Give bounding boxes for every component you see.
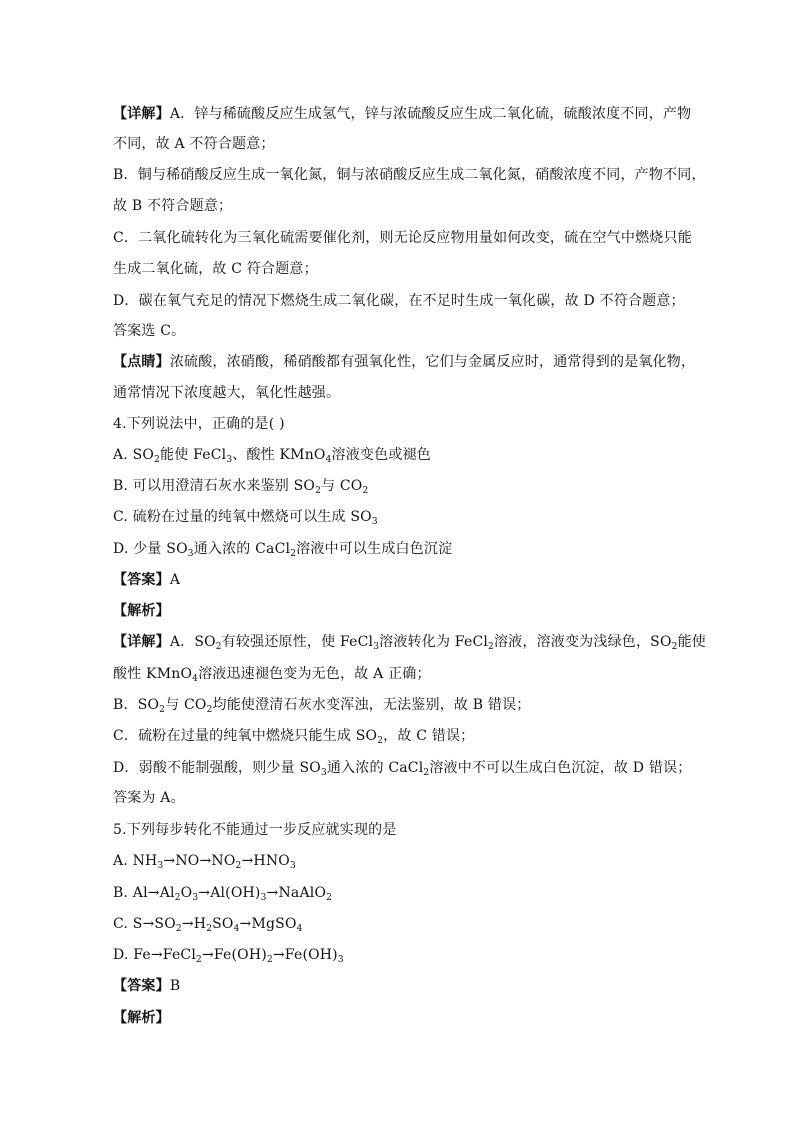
- text-segment: B．SO: [113, 697, 160, 713]
- text-segment: 、酸性 KMnO: [232, 447, 326, 463]
- text-line: [113, 726, 693, 746]
- text-segment: D. 少量 SO: [113, 541, 188, 557]
- text-segment: 溶液迅速褪色变为无色，故 A 正确；: [198, 666, 431, 682]
- text-line: [113, 788, 693, 808]
- subscript: 2: [206, 705, 213, 715]
- subscript: 2: [423, 768, 430, 778]
- text-line: [113, 570, 693, 590]
- text-segment: 4.下列说法中，正确的是( ): [113, 416, 285, 432]
- subscript: 2: [196, 955, 202, 965]
- subscript: 2: [290, 549, 297, 559]
- text-line: [113, 445, 693, 465]
- text-segment: 答案选 C。: [113, 323, 186, 339]
- text-segment: 浓硫酸，浓硝酸，稀硝酸都有强氧化性，它们与金属反应时，通常得到的是氧化物，: [169, 354, 696, 370]
- text-line: [113, 914, 693, 934]
- text-segment: C．硫粉在过量的纯氧中燃烧只能生成 SO: [113, 728, 378, 744]
- text-line: [113, 758, 693, 778]
- section-label: 【解析】: [113, 1010, 170, 1026]
- text-segment: 不同，故 A 不符合题意；: [113, 136, 275, 152]
- text-segment: SO: [212, 916, 234, 932]
- subscript: 3: [320, 768, 327, 778]
- text-segment: B. Al→Al: [113, 885, 175, 901]
- subscript: 2: [326, 893, 333, 903]
- text-segment: 生成二氧化硫，故 C 符合题意；: [113, 261, 318, 277]
- text-segment: →NO→NO: [163, 853, 236, 869]
- subscript: 2: [215, 642, 222, 652]
- subscript: 2: [671, 642, 678, 652]
- text-segment: 通常情况下浓度越大，氧化性越强。: [113, 385, 341, 401]
- subscript: 4: [296, 924, 303, 934]
- text-segment: O: [180, 885, 193, 901]
- text-segment: →MgSO: [239, 916, 297, 932]
- text-segment: 通入浓的 CaCl: [193, 541, 291, 557]
- text-segment: C. S→SO: [113, 916, 176, 932]
- text-segment: A．SO: [169, 634, 216, 650]
- subscript: 4: [192, 674, 199, 684]
- subscript: 2: [154, 455, 161, 465]
- text-segment: A. NH: [113, 853, 158, 869]
- text-line: [113, 601, 693, 621]
- section-label: 【详解】: [113, 634, 170, 650]
- text-segment: 均能使澄清石灰水变浑浊，无法鉴别，故 B 错误；: [212, 697, 531, 713]
- text-segment: D．弱酸不能制强酸，则少量 SO: [113, 760, 321, 776]
- text-line: [113, 820, 693, 840]
- text-segment: C．二氧化硫转化为三氧化硫需要催化剂，则无论反应物用量如何改变，硫在空气中燃烧只能: [113, 230, 692, 246]
- text-line: [113, 664, 693, 684]
- text-line: [113, 883, 693, 903]
- text-segment: D. Fe→FeCl: [113, 947, 197, 963]
- text-segment: 酸性 KMnO: [113, 666, 193, 682]
- subscript: 2: [175, 924, 182, 934]
- subscript: 2: [377, 736, 384, 746]
- subscript: 3: [157, 861, 164, 871]
- text-segment: A. SO: [113, 447, 155, 463]
- text-line: [113, 104, 693, 124]
- text-segment: ，故 C 错误；: [383, 728, 475, 744]
- section-label: 【答案】: [113, 572, 170, 588]
- subscript: 2: [159, 705, 166, 715]
- subscript: 2: [206, 924, 213, 934]
- text-line: [113, 196, 693, 216]
- section-label: 【详解】: [113, 106, 170, 122]
- text-segment: 溶液中可以生成白色沉淀: [296, 541, 453, 557]
- text-line: [113, 383, 693, 403]
- subscript: 3: [289, 861, 296, 871]
- text-line: [113, 414, 693, 434]
- subscript: 3: [192, 893, 199, 903]
- text-segment: B: [169, 978, 181, 994]
- text-segment: →Fe(OH): [272, 947, 338, 963]
- text-segment: A．锌与稀硫酸反应生成氢气，锌与浓硫酸反应生成二氧化硫，硫酸浓度不同，产物: [169, 106, 692, 122]
- subscript: 3: [187, 549, 194, 559]
- section-label: 【答案】: [113, 978, 170, 994]
- subscript: 3: [337, 955, 344, 965]
- section-label: 【点睛】: [113, 354, 170, 370]
- text-segment: A: [169, 572, 181, 588]
- text-segment: 故 B 不符合题意；: [113, 198, 233, 214]
- text-line: [113, 695, 693, 715]
- subscript: 2: [315, 486, 322, 496]
- text-segment: 溶液转化为 FeCl: [379, 634, 489, 650]
- subscript: 4: [233, 924, 240, 934]
- text-segment: 能使: [677, 634, 706, 650]
- text-line: [113, 507, 693, 527]
- section-label: 【解析】: [113, 603, 170, 619]
- subscript: 2: [235, 861, 242, 871]
- subscript: 3: [371, 517, 378, 527]
- subscript: 2: [488, 642, 494, 652]
- text-segment: B．铜与稀硝酸反应生成一氧化氮，铜与浓硝酸反应生成二氧化氮，硝酸浓度不同，产物不同，: [113, 167, 706, 183]
- text-line: [113, 539, 693, 559]
- text-segment: →Fe(OH): [201, 947, 267, 963]
- subscript: 3: [260, 893, 267, 903]
- subscript: 3: [226, 455, 233, 465]
- subscript: 2: [174, 893, 181, 903]
- text-line: [113, 165, 706, 185]
- text-segment: 溶液中不可以生成白色沉淀，故 D 错误；: [429, 760, 692, 776]
- text-line: [113, 321, 693, 341]
- text-segment: →HNO: [241, 853, 290, 869]
- subscript: 2: [362, 486, 369, 496]
- text-segment: →NaAlO: [266, 885, 327, 901]
- text-segment: 答案为 A。: [113, 790, 185, 806]
- text-line: [113, 945, 693, 965]
- text-segment: 溶液，溶液变为浅绿色，SO: [493, 634, 672, 650]
- text-segment: C. 硫粉在过量的纯氧中燃烧可以生成 SO: [113, 509, 372, 525]
- text-segment: 溶液变色或褪色: [331, 447, 431, 463]
- text-line: [113, 259, 693, 279]
- text-segment: 通入浓的 CaCl: [326, 760, 424, 776]
- text-line: [113, 1008, 693, 1028]
- text-segment: 5.下列每步转化不能通过一步反应就实现的是: [113, 822, 397, 838]
- text-line: [113, 976, 693, 996]
- subscript: 3: [373, 642, 380, 652]
- text-line: [113, 291, 693, 311]
- text-line: [113, 134, 693, 154]
- text-segment: 与 CO: [165, 697, 207, 713]
- text-line: [113, 476, 693, 496]
- text-segment: →Al(OH): [198, 885, 261, 901]
- text-line: [113, 352, 696, 372]
- text-segment: 有较强还原性，使 FeCl: [221, 634, 374, 650]
- text-line: [113, 632, 706, 652]
- text-segment: →H: [181, 916, 207, 932]
- text-line: [113, 851, 693, 871]
- text-segment: 能使 FeCl: [160, 447, 227, 463]
- text-segment: B. 可以用澄清石灰水来鉴别 SO: [113, 478, 316, 494]
- text-line: [113, 228, 693, 248]
- subscript: 2: [266, 955, 273, 965]
- text-segment: D．碳在氧气充足的情况下燃烧生成二氧化碳，在不足时生成一氧化碳，故 D 不符合题意；: [113, 293, 685, 309]
- text-segment: 与 CO: [321, 478, 363, 494]
- subscript: 4: [325, 455, 332, 465]
